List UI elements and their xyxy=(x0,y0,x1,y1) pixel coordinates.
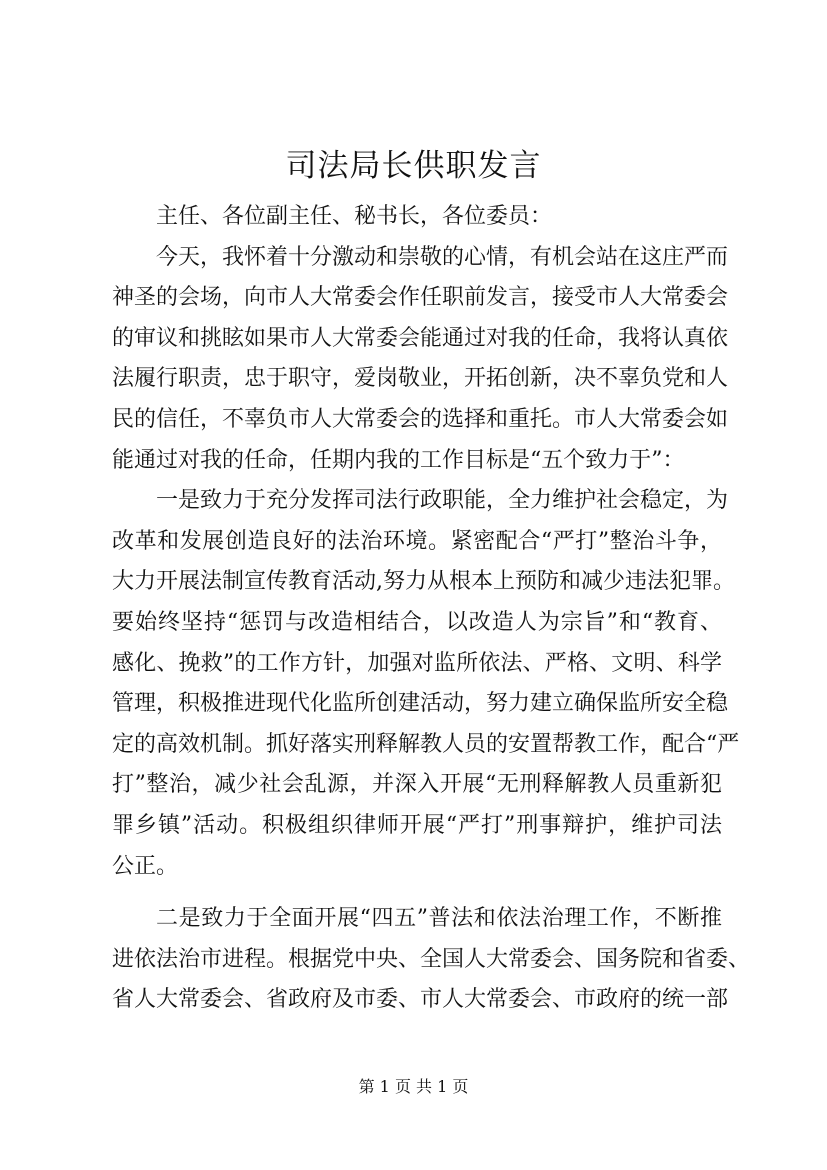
paragraph-line: 进依法治市进程。根据党中央、全国人大常委会、国务院和省委、 xyxy=(112,946,751,972)
salutation: 主任、各位副主任、秘书长，各位委员： xyxy=(156,204,553,229)
paragraph-line: 感化、挽救”的工作方针，加强对监所依法、严格、文明、科学 xyxy=(112,650,722,676)
paragraph-line: 今天，我怀着十分激动和崇敬的心情，有机会站在这庄严而 xyxy=(156,244,729,270)
paragraph-line: 一是致力于充分发挥司法行政职能，全力维护社会稳定，为 xyxy=(156,488,729,514)
paragraph-line: 神圣的会场，向市人大常委会作任职前发言，接受市人大常委会 xyxy=(112,285,729,311)
paragraph-line: 的审议和挑眩如果市人大常委会能通过对我的任命，我将认真依 xyxy=(112,325,729,351)
paragraph-line: 法履行职责，忠于职守，爱岗敬业，开拓创新，决不辜负党和人 xyxy=(112,366,729,392)
paragraph-line: 大力开展法制宣传教育活动,努力从根本上预防和减少违法犯罪。 xyxy=(112,569,735,595)
paragraph-2 xyxy=(112,481,740,887)
paragraph-3 xyxy=(112,899,751,1021)
paragraph-1 xyxy=(112,238,729,482)
document-title: 司法局长供职发言 xyxy=(285,148,542,184)
paragraph-spacing xyxy=(112,887,722,899)
paragraph-line: 二是致力于全面开展“四五”普法和依法治理工作，不断推 xyxy=(156,906,722,932)
paragraph-line: 打”整治，减少社会乱源，并深入开展“无刑释解教人员重新犯 xyxy=(112,772,722,798)
document-body xyxy=(112,197,751,1021)
paragraph-line: 省人大常委会、省政府及市委、市人大常委会、市政府的统一部 xyxy=(112,987,729,1013)
page-number-footer: 第 1 页 共 1 页 xyxy=(358,1077,469,1096)
paragraph-line: 能通过对我的任命，任期内我的工作目标是“五个致力于”： xyxy=(112,447,685,473)
paragraph-line: 管理，积极推进现代化监所创建活动，努力建立确保监所安全稳 xyxy=(112,691,729,717)
paragraph-line: 定的高效机制。抓好落实刑释解教人员的安置帮教工作，配合“严 xyxy=(112,731,740,757)
paragraph-line: 民的信任，不辜负市人大常委会的选择和重托。市人大常委会如 xyxy=(112,406,729,432)
paragraph-line: 罪乡镇”活动。积极组织律师开展“严打”刑事辩护，维护司法 xyxy=(112,812,722,838)
paragraph-line: 要始终坚持“惩罚与改造相结合，以改造人为宗旨”和“教育、 xyxy=(112,609,722,635)
paragraph-line: 公正。 xyxy=(112,853,179,879)
paragraph-line: 改革和发展创造良好的法治环境。紧密配合“严打”整治斗争， xyxy=(112,528,722,554)
